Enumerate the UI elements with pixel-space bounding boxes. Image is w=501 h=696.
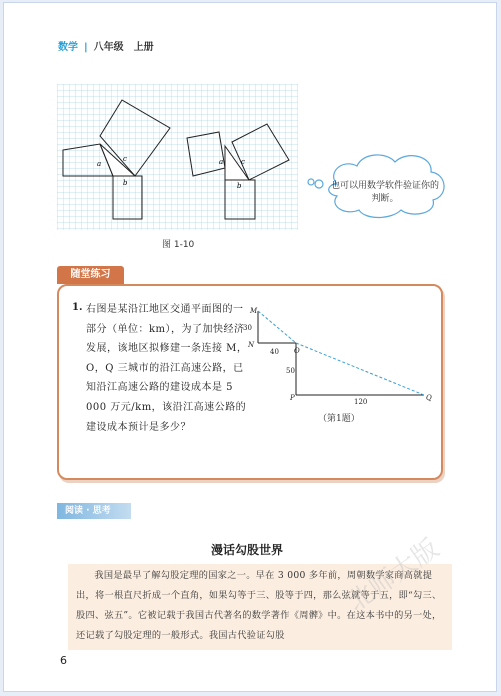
traffic-map-figure [238, 303, 438, 423]
question-number: 1. [72, 302, 83, 313]
figure-caption: 图 1-10 [162, 240, 195, 250]
problem-figure-caption: （第1题） [318, 414, 360, 424]
left-label-b: b [123, 179, 128, 187]
point-o: O [294, 347, 300, 355]
header-grade: 八年级 上册 [93, 42, 154, 53]
right-label-b: b [237, 182, 242, 190]
question-text: 右图是某沿江地区交通平面图的一部分（单位：km），为了加快经济发展，该地区拟修建一条连接 M，O，Q 三城市的沿江高速公路，已知沿江高速公路的建设成本是 5 000 万元/km，该沿江高速公路的建设成本预计是多少？ [86, 304, 248, 433]
point-q: Q [426, 394, 432, 402]
length-mn: 30 [243, 324, 252, 332]
left-label-a: a [97, 160, 102, 168]
length-no: 40 [270, 348, 279, 356]
left-label-c: c [123, 155, 127, 163]
right-label-a: a [219, 158, 224, 166]
length-op: 50 [286, 367, 295, 375]
reading-tag: 阅读 · 思考 [57, 503, 131, 519]
page-number: 6 [60, 654, 67, 667]
watermark: 北师大版 [342, 533, 445, 618]
highway-mo [258, 311, 296, 343]
reading-title: 漫话勾股世界 [210, 543, 283, 557]
reading-text: 我国是最早了解勾股定理的国家之一。早在 3 000 多年前，周朝数学家商高就提出，将一根直尺折成一个直角，如果勾等于三、股等于四，那么弦就等于五，即“勾三、股四、弦五”。它被记载于我国古代著名的数学著作《周髀》中。在这本书中的另一处，还记载了勾股定理的一般形式。我国古代验证勾股 [76, 570, 442, 641]
point-p: P [290, 394, 295, 402]
practice-tag: 随堂练习 [57, 266, 124, 284]
highway-oq [296, 343, 424, 395]
point-n: N [248, 341, 255, 349]
pythagorean-squares-figure [57, 84, 298, 230]
header-separator: | [84, 42, 88, 53]
callout-text: 也可以用数学软件验证你的判断。 [330, 181, 439, 204]
point-m: M [250, 307, 258, 315]
header-subject: 数学 [58, 42, 78, 53]
length-pq: 120 [354, 398, 368, 406]
right-label-c: c [241, 158, 245, 166]
page-header [58, 38, 154, 53]
